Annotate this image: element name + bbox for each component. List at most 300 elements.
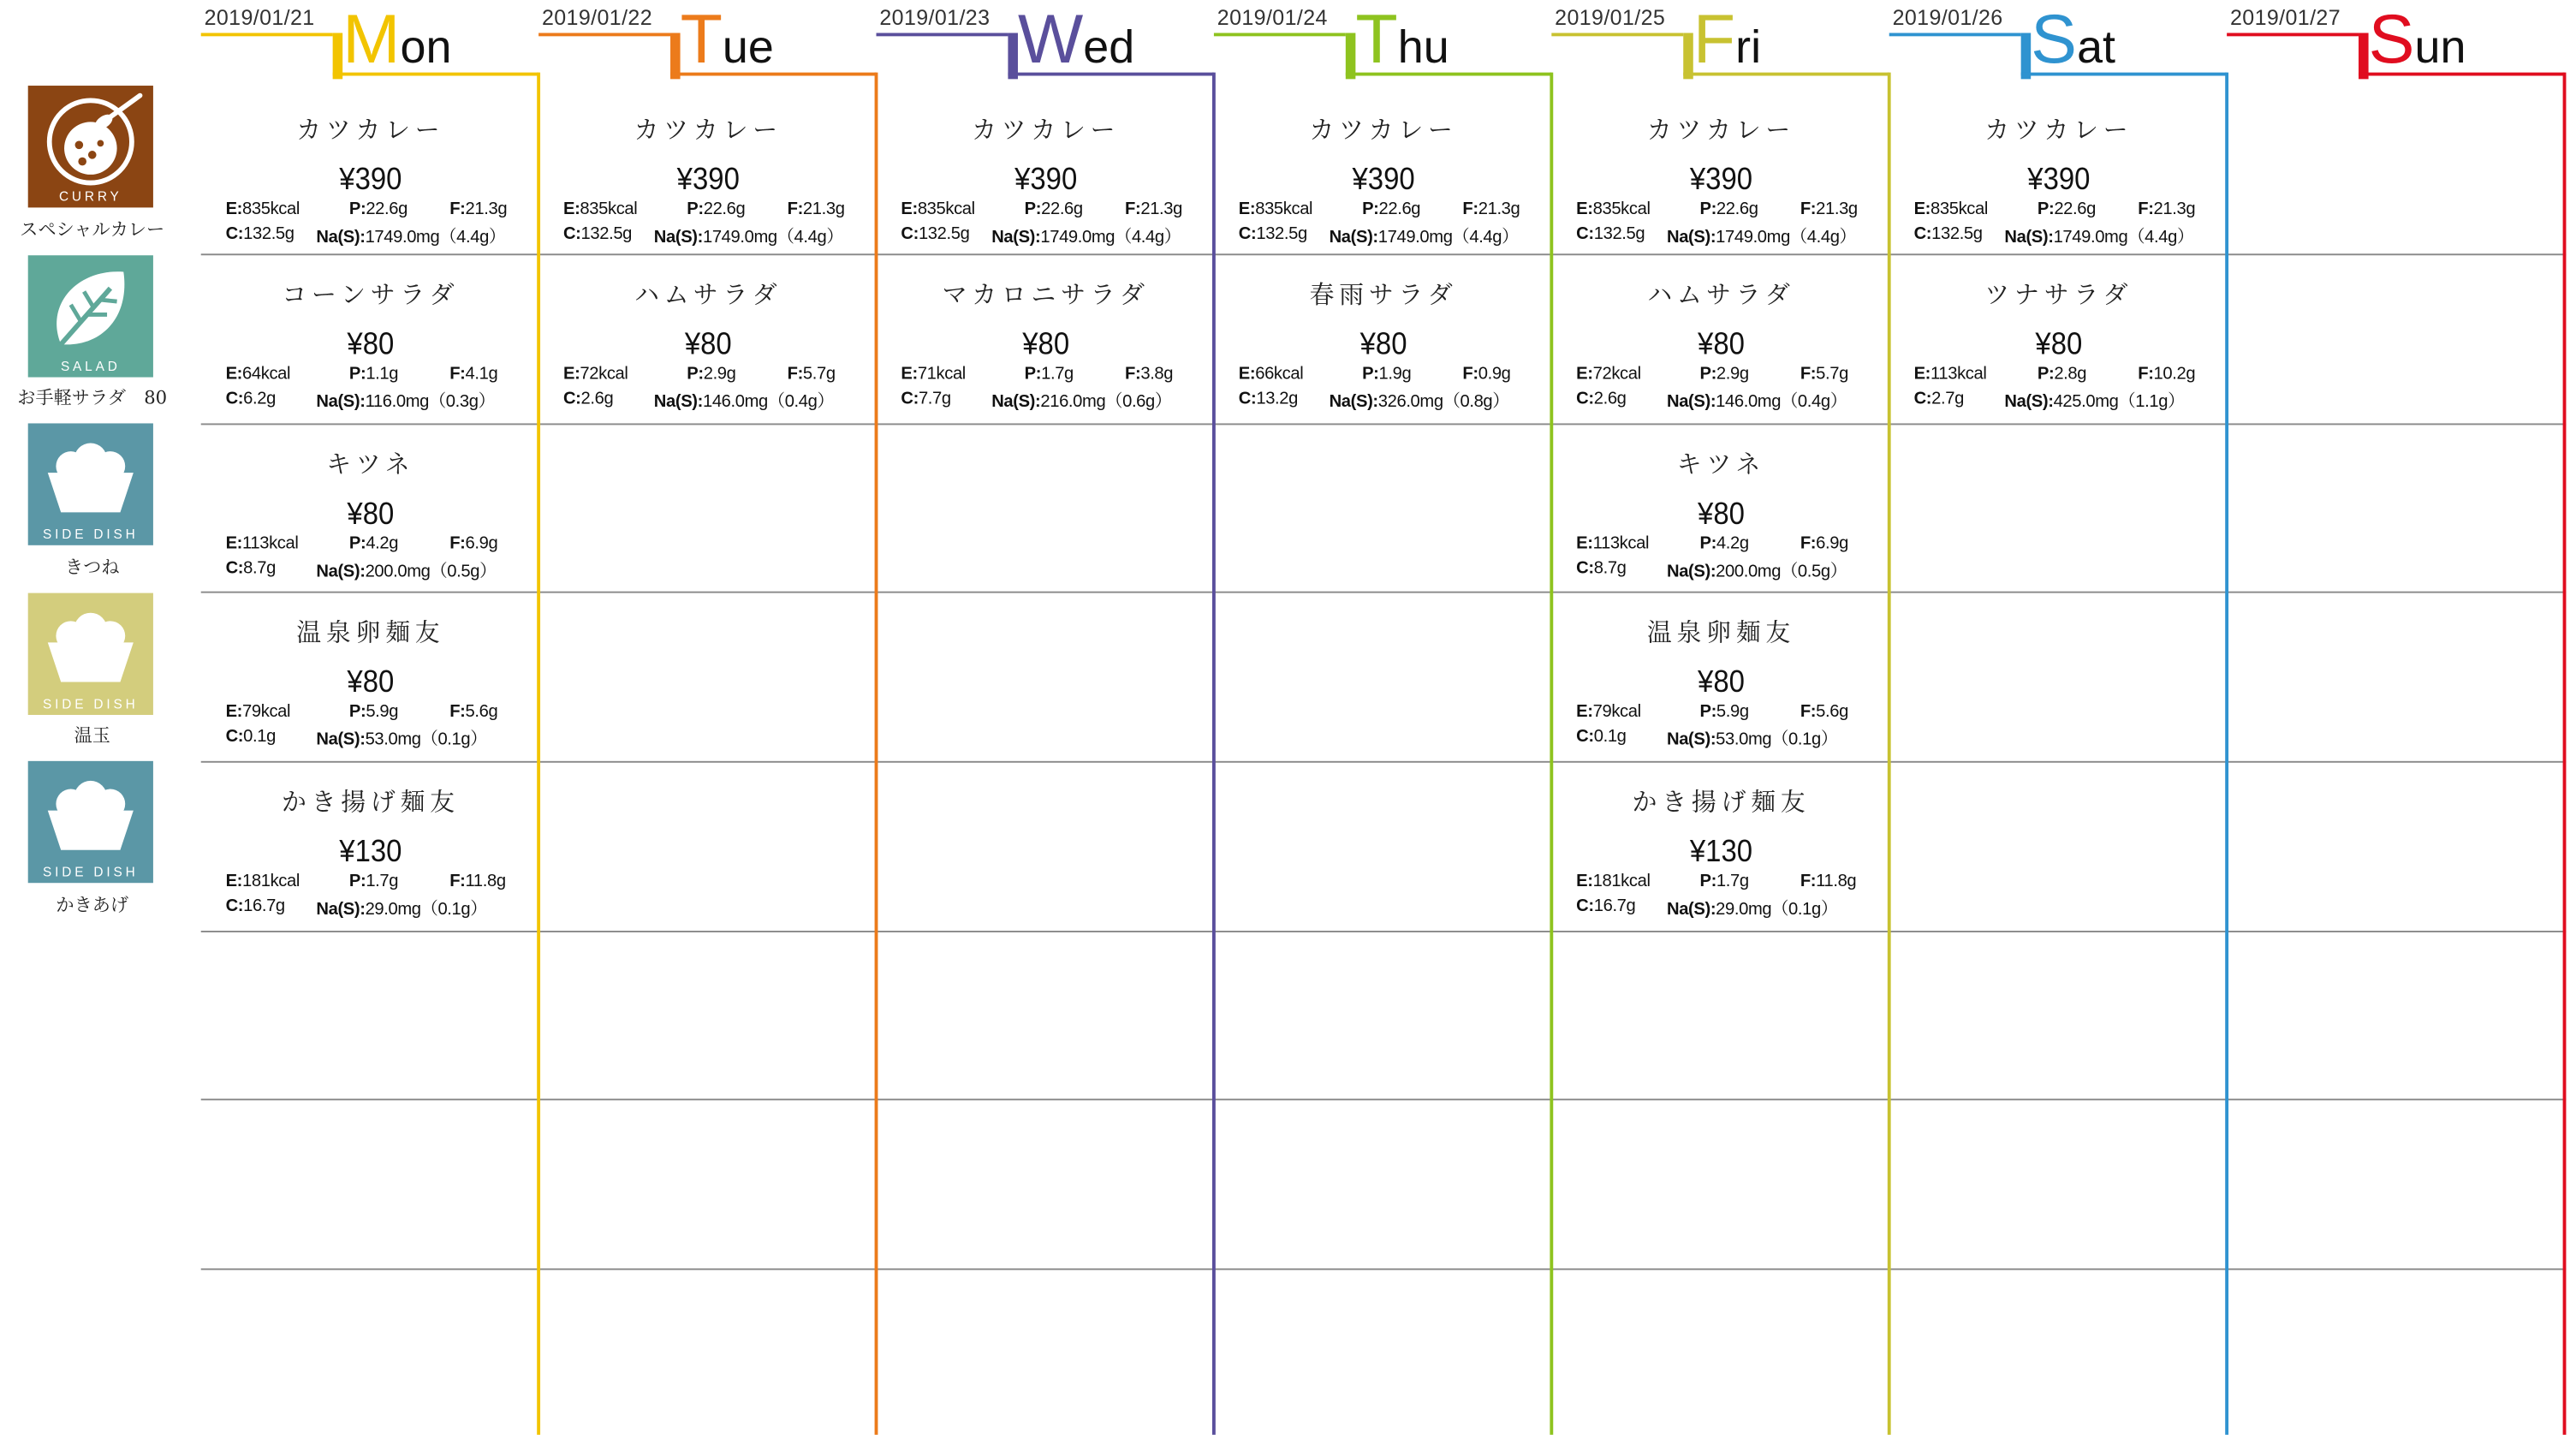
nutrition-label: C:: [225, 389, 244, 409]
day-initial: T: [1355, 0, 1398, 78]
nutrition-p: [1699, 533, 1748, 553]
day-name-rest: ue: [722, 21, 774, 73]
nutrition-na: [1667, 389, 1847, 414]
day-name-rest: hu: [1397, 21, 1449, 73]
menu-item-name: 春雨サラダ: [1309, 280, 1458, 310]
day-initial: S: [2368, 0, 2415, 78]
menu-item-price: ¥390: [676, 163, 740, 198]
day-name: [1693, 0, 1762, 84]
nutrition-label: F:: [1800, 533, 1817, 554]
nutrition-f: [449, 533, 497, 553]
menu-item: [1553, 592, 1889, 759]
nutrition-value: 6.9g: [465, 533, 498, 554]
nutrition-e: [1576, 702, 1641, 722]
nutrition-label: E:: [901, 364, 918, 384]
nutrition-label: P:: [687, 364, 704, 384]
nutrition-value: 113kcal: [1931, 364, 1987, 384]
menu-item-name: キツネ: [1676, 450, 1766, 479]
nutrition-c: [563, 389, 613, 408]
nutrition-label: C:: [562, 223, 581, 244]
nutrition-c: [226, 896, 285, 916]
nutrition-e: [226, 702, 291, 722]
nutrition-label: F:: [787, 199, 803, 219]
nutrition-label: F:: [1462, 199, 1478, 219]
nutrition-value: 113kcal: [242, 533, 299, 554]
nutrition-label: C:: [1238, 223, 1257, 244]
nutrition-label: C:: [1576, 389, 1594, 409]
nutrition-value: 8.7g: [1593, 558, 1627, 579]
nutrition-label: E:: [1913, 199, 1931, 219]
day-name-rest: un: [2414, 21, 2466, 73]
category-caption: スペシャルカレー: [20, 218, 165, 241]
day-header-line: [1551, 33, 1683, 36]
menu-item-price: ¥80: [2035, 327, 2083, 363]
nutrition-f: [1125, 364, 1173, 384]
menu-item: [1216, 253, 1551, 421]
nutrition-value: 21.3g: [802, 199, 845, 219]
nutrition-label: Na(S):: [991, 227, 1041, 247]
nutrition-f: [788, 364, 836, 384]
category-badge: SIDE DISH: [42, 865, 139, 880]
nutrition-value: 1.9g: [1378, 364, 1412, 384]
nutrition-c: [563, 224, 632, 244]
nutrition-value: 132.5g: [1931, 223, 1983, 244]
day-name-rest: at: [2077, 21, 2116, 73]
nutrition-value: 22.6g: [1041, 199, 1083, 219]
menu-item: [203, 592, 538, 759]
category-badge: SALAD: [60, 359, 121, 374]
nutrition-value: 1.7g: [1716, 871, 1749, 891]
nutrition-value: 72kcal: [580, 364, 628, 384]
nutrition-na: [1330, 389, 1510, 414]
nutrition-label: C:: [1913, 389, 1932, 409]
nutrition-label: C:: [225, 223, 244, 244]
menu-item-name: カツカレー: [972, 115, 1121, 146]
menu-item-price: ¥390: [1689, 163, 1753, 198]
day-name: [680, 0, 774, 84]
nutrition-label: E:: [225, 199, 243, 219]
nutrition-e: [226, 364, 291, 384]
menu-item-name: ハムサラダ: [1647, 280, 1795, 310]
nutrition-c: [1239, 224, 1307, 244]
nutrition-label: E:: [1576, 364, 1593, 384]
nutrition-value: 13.2g: [1256, 389, 1298, 409]
menu-item-price: ¥80: [1359, 327, 1407, 363]
nutrition-label: P:: [1699, 199, 1716, 219]
menu-item-price: ¥390: [339, 163, 402, 198]
nutrition-label: C:: [901, 223, 919, 244]
nutrition-label: F:: [2138, 364, 2154, 384]
day-name: [1355, 0, 1449, 84]
nutrition-f: [2138, 364, 2195, 384]
nutrition-label: E:: [1576, 871, 1593, 891]
nutrition-f: [2138, 199, 2195, 219]
nutrition-value: 132.5g: [918, 223, 970, 244]
category-badge: SIDE DISH: [42, 527, 139, 542]
nutrition-e: [563, 364, 628, 384]
nutrition-label: F:: [1125, 364, 1141, 384]
nutrition-e: [226, 533, 299, 553]
nutrition-f: [1462, 364, 1510, 384]
nutrition-label: E:: [562, 199, 580, 219]
nutrition-value: 116.0mg（0.3g）: [365, 391, 496, 412]
nutrition-label: E:: [562, 364, 580, 384]
nutrition-p: [1699, 199, 1758, 219]
side-dish-icon: [28, 761, 153, 883]
nutrition-value: 2.6g: [580, 389, 614, 409]
menu-item-price: ¥80: [347, 497, 395, 533]
nutrition-label: F:: [1800, 199, 1817, 219]
nutrition-value: 132.5g: [1593, 223, 1645, 244]
nutrition-value: 113kcal: [1592, 533, 1650, 554]
menu-item: [203, 89, 538, 257]
nutrition-label: Na(S):: [1666, 227, 1716, 247]
nutrition-value: 53.0mg（0.1g）: [365, 729, 488, 750]
category-badge: SIDE DISH: [42, 696, 139, 712]
day-name: [2368, 0, 2466, 84]
menu-item-price: ¥80: [684, 327, 732, 363]
nutrition-label: F:: [449, 871, 466, 891]
nutrition-value: 21.3g: [1816, 199, 1858, 219]
nutrition-value: 22.6g: [2054, 199, 2096, 219]
nutrition-label: P:: [348, 199, 366, 219]
nutrition-value: 6.9g: [1816, 533, 1848, 554]
nutrition-p: [349, 872, 398, 891]
menu-item-price: ¥130: [339, 835, 402, 870]
nutrition-value: 21.3g: [1140, 199, 1182, 219]
nutrition-label: F:: [449, 701, 466, 722]
nutrition-value: 79kcal: [242, 701, 291, 722]
nutrition-e: [1914, 199, 1988, 219]
day-name-rest: ri: [1735, 21, 1762, 73]
nutrition-f: [1800, 199, 1858, 219]
day-date: 2019/01/22: [541, 4, 653, 30]
day-date: 2019/01/24: [1217, 4, 1328, 30]
nutrition-label: P:: [348, 871, 366, 891]
nutrition-value: 835kcal: [917, 199, 975, 219]
nutrition-value: 132.5g: [1256, 223, 1307, 244]
nutrition-f: [1800, 872, 1856, 891]
nutrition-value: 835kcal: [242, 199, 300, 219]
nutrition-p: [1362, 364, 1411, 384]
nutrition-label: C:: [1238, 389, 1257, 409]
nutrition-value: 5.7g: [802, 364, 836, 384]
nutrition-value: 21.3g: [2153, 199, 2196, 219]
nutrition-value: 21.3g: [465, 199, 508, 219]
nutrition-value: 326.0mg（0.8g）: [1377, 391, 1510, 412]
nutrition-label: Na(S):: [2004, 391, 2054, 412]
nutrition-label: E:: [225, 701, 243, 722]
nutrition-value: 146.0mg（0.4g）: [1716, 391, 1847, 412]
day-initial: T: [680, 0, 723, 78]
category-badge: CURRY: [58, 189, 122, 205]
nutrition-c: [901, 224, 969, 244]
side-dish-icon: [28, 423, 153, 545]
nutrition-c: [901, 389, 950, 408]
nutrition-value: 1.7g: [366, 871, 399, 891]
day-date: 2019/01/26: [1892, 4, 2003, 30]
nutrition-value: 22.6g: [1378, 199, 1421, 219]
nutrition-na: [316, 726, 487, 751]
nutrition-label: E:: [1238, 199, 1256, 219]
menu-item: [203, 761, 538, 929]
nutrition-c: [226, 224, 294, 244]
nutrition-label: E:: [1576, 701, 1593, 722]
nutrition-label: P:: [1362, 199, 1379, 219]
nutrition-label: F:: [1800, 364, 1817, 384]
menu-item-name: 温泉卵麺友: [296, 617, 445, 648]
day-name-rest: ed: [1083, 21, 1135, 73]
menu-item-price: ¥80: [1698, 327, 1745, 363]
category-caption: きつね: [64, 557, 120, 579]
menu-item-name: ツナサラダ: [1984, 280, 2133, 310]
nutrition-value: 4.1g: [465, 364, 498, 384]
day-date: 2019/01/23: [879, 4, 991, 30]
nutrition-label: F:: [449, 533, 466, 554]
nutrition-value: 2.9g: [1716, 364, 1749, 384]
nutrition-f: [449, 364, 497, 384]
nutrition-value: 1749.0mg（4.4g）: [1716, 227, 1857, 247]
day-header-line: [201, 33, 333, 36]
nutrition-value: 1749.0mg（4.4g）: [1377, 227, 1519, 247]
day-initial: S: [2031, 0, 2078, 78]
nutrition-label: E:: [225, 533, 243, 554]
category-caption: 温玉: [74, 724, 110, 747]
category-caption: お手軽サラダ 80: [17, 387, 168, 409]
nutrition-value: 146.0mg（0.4g）: [702, 391, 835, 412]
nutrition-label: Na(S):: [316, 391, 366, 412]
day-initial: F: [1693, 0, 1736, 78]
nutrition-e: [226, 199, 300, 219]
nutrition-label: C:: [225, 726, 244, 747]
nutrition-label: E:: [1238, 364, 1256, 384]
nutrition-p: [1362, 199, 1420, 219]
nutrition-value: 1749.0mg（4.4g）: [2053, 227, 2194, 247]
nutrition-f: [1800, 533, 1848, 553]
nutrition-f: [1800, 364, 1848, 384]
nutrition-label: E:: [225, 871, 243, 891]
nutrition-label: P:: [2037, 364, 2055, 384]
nutrition-label: P:: [1699, 701, 1716, 722]
nutrition-label: Na(S):: [316, 729, 366, 750]
nutrition-label: Na(S):: [316, 899, 366, 920]
nutrition-c: [1576, 389, 1626, 408]
nutrition-label: P:: [1024, 364, 1042, 384]
nutrition-value: 2.9g: [703, 364, 736, 384]
day-name-rest: on: [400, 21, 452, 73]
nutrition-na: [2004, 389, 2185, 414]
nutrition-label: F:: [449, 364, 466, 384]
nutrition-value: 16.7g: [1593, 896, 1636, 916]
nutrition-c: [1576, 896, 1635, 916]
category-caption: かきあげ: [56, 894, 129, 916]
menu-item-name: カツカレー: [634, 115, 782, 146]
nutrition-na: [654, 389, 835, 414]
nutrition-value: 5.7g: [1816, 364, 1848, 384]
nutrition-label: F:: [2138, 199, 2154, 219]
menu-item: [1891, 89, 2227, 257]
menu-item: [540, 253, 876, 421]
nutrition-label: P:: [348, 364, 366, 384]
menu-item-name: ハムサラダ: [634, 280, 782, 310]
nutrition-label: P:: [1362, 364, 1379, 384]
menu-item: [540, 89, 876, 257]
nutrition-na: [2004, 224, 2193, 249]
nutrition-c: [1239, 389, 1298, 408]
menu-item: [1553, 89, 1889, 257]
nutrition-label: F:: [1462, 364, 1478, 384]
nutrition-na: [316, 389, 495, 414]
nutrition-p: [1025, 199, 1083, 219]
nutrition-f: [1462, 199, 1520, 219]
nutrition-value: 1.7g: [1041, 364, 1074, 384]
nutrition-value: 132.5g: [580, 223, 633, 244]
nutrition-label: F:: [1800, 871, 1817, 891]
nutrition-e: [1576, 533, 1649, 553]
nutrition-p: [349, 364, 398, 384]
menu-item-price: ¥80: [1698, 497, 1745, 533]
day-header-line: [877, 33, 1008, 36]
day-date: 2019/01/25: [1555, 4, 1666, 30]
nutrition-value: 181kcal: [1592, 871, 1651, 891]
side-dish-icon: [28, 593, 153, 715]
nutrition-value: 425.0mg（1.1g）: [2053, 391, 2185, 412]
nutrition-label: F:: [1125, 199, 1141, 219]
menu-item: [203, 253, 538, 421]
nutrition-label: P:: [348, 701, 366, 722]
nutrition-c: [1914, 224, 1983, 244]
nutrition-label: P:: [1699, 871, 1716, 891]
nutrition-value: 216.0mg（0.6g）: [1040, 391, 1172, 412]
nutrition-value: 29.0mg（0.1g）: [1716, 899, 1838, 920]
nutrition-value: 22.6g: [1716, 199, 1758, 219]
nutrition-value: 200.0mg（0.5g）: [1716, 562, 1847, 582]
nutrition-e: [901, 364, 966, 384]
menu-item-name: カツカレー: [296, 115, 445, 146]
nutrition-p: [349, 533, 398, 553]
nutrition-label: Na(S):: [653, 227, 703, 247]
menu-item: [1553, 761, 1889, 929]
nutrition-label: Na(S):: [1666, 391, 1716, 412]
nutrition-value: 22.6g: [703, 199, 746, 219]
nutrition-e: [1239, 364, 1304, 384]
nutrition-f: [1125, 199, 1182, 219]
nutrition-value: 22.6g: [366, 199, 408, 219]
nutrition-c: [226, 558, 276, 578]
nutrition-value: 16.7g: [243, 896, 285, 916]
nutrition-label: P:: [348, 533, 366, 554]
nutrition-e: [1576, 364, 1641, 384]
nutrition-value: 2.7g: [1931, 389, 1964, 409]
menu-item: [1553, 423, 1889, 591]
nutrition-na: [1667, 224, 1856, 249]
menu-item: [878, 253, 1213, 421]
nutrition-f: [449, 872, 505, 891]
day-name: [342, 0, 452, 84]
day-name: [2031, 0, 2116, 84]
nutrition-na: [991, 389, 1172, 414]
nutrition-label: E:: [1913, 364, 1931, 384]
nutrition-p: [2038, 364, 2086, 384]
nutrition-e: [226, 872, 300, 891]
day-header-line: [2227, 33, 2359, 36]
nutrition-p: [2038, 199, 2096, 219]
nutrition-value: 0.1g: [1593, 726, 1627, 747]
nutrition-value: 10.2g: [2153, 364, 2196, 384]
menu-item-price: ¥80: [1698, 665, 1745, 700]
nutrition-p: [1699, 872, 1748, 891]
nutrition-f: [1800, 702, 1848, 722]
menu-item-price: ¥130: [1689, 835, 1753, 870]
nutrition-c: [226, 726, 276, 746]
nutrition-value: 72kcal: [1592, 364, 1641, 384]
nutrition-label: Na(S):: [1666, 562, 1716, 582]
menu-item-price: ¥390: [1352, 163, 1415, 198]
nutrition-value: 835kcal: [1255, 199, 1313, 219]
nutrition-c: [1914, 389, 1964, 408]
nutrition-label: P:: [1699, 364, 1716, 384]
nutrition-value: 0.1g: [243, 726, 276, 747]
menu-item-name: かき揚げ麺友: [281, 787, 460, 818]
nutrition-label: Na(S):: [653, 391, 703, 412]
nutrition-value: 11.8g: [465, 871, 506, 891]
nutrition-label: C:: [225, 558, 244, 579]
nutrition-p: [687, 199, 745, 219]
menu-item: [1553, 253, 1889, 421]
nutrition-label: F:: [1800, 701, 1817, 722]
nutrition-value: 3.8g: [1140, 364, 1174, 384]
menu-item-name: カツカレー: [1646, 115, 1796, 146]
day-date: 2019/01/21: [204, 4, 315, 30]
nutrition-value: 21.3g: [1478, 199, 1520, 219]
nutrition-value: 835kcal: [1931, 199, 1988, 219]
nutrition-label: E:: [901, 199, 918, 219]
menu-item: [878, 89, 1213, 257]
nutrition-label: Na(S):: [316, 227, 366, 247]
nutrition-label: Na(S):: [1666, 899, 1716, 920]
nutrition-value: 1749.0mg（4.4g）: [365, 227, 506, 247]
nutrition-label: F:: [787, 364, 803, 384]
nutrition-label: E:: [1576, 533, 1593, 554]
nutrition-value: 5.9g: [1716, 701, 1749, 722]
nutrition-value: 29.0mg（0.1g）: [365, 899, 488, 920]
nutrition-na: [316, 896, 487, 921]
nutrition-na: [1667, 558, 1847, 583]
nutrition-value: 64kcal: [242, 364, 291, 384]
nutrition-label: Na(S):: [316, 562, 366, 582]
nutrition-f: [788, 199, 845, 219]
menu-item-name: コーンサラダ: [282, 280, 460, 310]
nutrition-value: 66kcal: [1255, 364, 1304, 384]
nutrition-label: C:: [1576, 558, 1594, 579]
nutrition-label: Na(S):: [1666, 729, 1716, 750]
nutrition-label: E:: [1576, 199, 1593, 219]
nutrition-f: [449, 199, 507, 219]
nutrition-na: [1667, 896, 1838, 921]
nutrition-e: [563, 199, 637, 219]
nutrition-value: 835kcal: [580, 199, 638, 219]
nutrition-label: Na(S):: [2004, 227, 2054, 247]
nutrition-na: [1667, 726, 1838, 751]
menu-item-name: マカロニサラダ: [942, 280, 1150, 310]
nutrition-e: [1914, 364, 1987, 384]
nutrition-value: 5.9g: [366, 701, 399, 722]
nutrition-e: [901, 199, 974, 219]
nutrition-p: [1699, 364, 1748, 384]
nutrition-label: E:: [225, 364, 243, 384]
nutrition-na: [316, 558, 497, 583]
day-header-line: [1214, 33, 1346, 36]
